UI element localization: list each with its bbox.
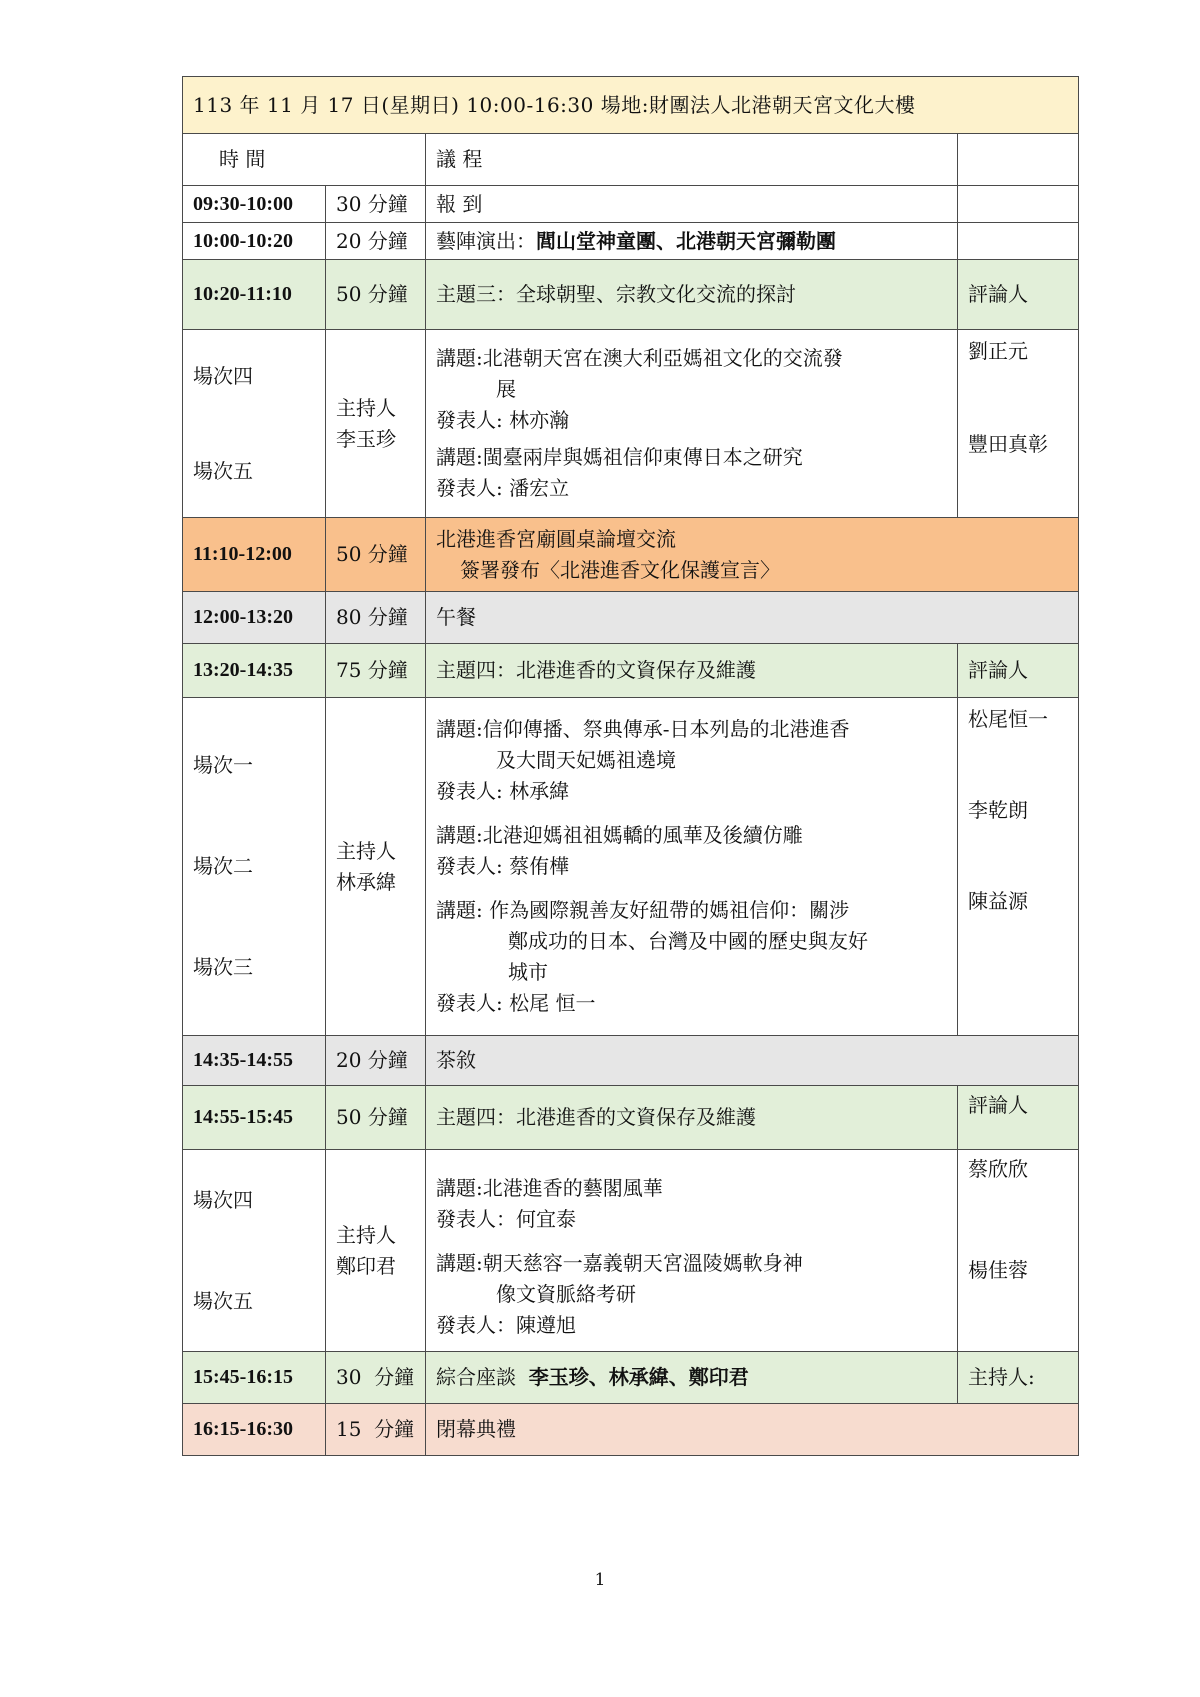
reviewer-header: 評論人	[958, 1086, 1079, 1150]
host-name: 李玉珍	[336, 426, 396, 451]
reviewer-name: 豐田真彰	[968, 432, 1048, 456]
talk-title: 閩臺兩岸與媽祖信仰東傳日本之研究	[482, 445, 803, 469]
talk-title-label: 講題:	[436, 1250, 483, 1275]
duration-cell: 50 分鐘	[326, 518, 426, 592]
talk-presenter: 發表人: 蔡侑樺	[436, 854, 570, 878]
session-detail-row	[183, 698, 1079, 1036]
theme-row	[183, 644, 1079, 698]
theme-row	[183, 260, 1079, 330]
duration-cell: 20 分鐘	[326, 1036, 426, 1086]
agenda-cell	[426, 1352, 958, 1404]
talk-title-label: 講題:	[436, 898, 483, 922]
time-cell: 13:20-14:35	[183, 644, 326, 698]
agenda-cell: 報 到	[426, 186, 958, 223]
agenda-table	[182, 76, 1079, 1456]
talks-cell	[426, 1150, 958, 1352]
session-label: 場次三	[193, 955, 253, 979]
talk-item	[436, 1170, 947, 1238]
forum-cell	[426, 518, 1079, 592]
lunch-row	[183, 592, 1079, 644]
talk-title-continued: 像文資脈絡考研	[496, 1281, 636, 1306]
reviewers-cell	[958, 698, 1079, 1036]
talk-presenter: 發表人: 林亦瀚	[436, 408, 570, 432]
reviewers-cell	[958, 330, 1079, 518]
session-label: 場次四	[193, 363, 253, 388]
talk-presenter: 發表人：何宜泰	[436, 1206, 576, 1231]
reviewer-name: 松尾恒一	[968, 707, 1048, 731]
talk-title-label: 講題:	[436, 1175, 483, 1200]
duration-cell: 30 分鐘	[326, 1352, 426, 1404]
agenda-column-header: 議 程	[426, 134, 958, 186]
forum-row	[183, 518, 1079, 592]
talks-cell	[426, 330, 958, 518]
duration-cell: 20 分鐘	[326, 223, 426, 260]
agenda-cell: 閉幕典禮	[426, 1404, 1079, 1456]
performer-groups: 閭山堂神童團、北港朝天宮彌勒團	[536, 228, 836, 253]
time-cell: 16:15-16:30	[183, 1404, 326, 1456]
reviewer-name: 楊佳蓉	[968, 1258, 1028, 1282]
host-label: 主持人	[336, 1222, 396, 1247]
reviewer-header: 評論人	[958, 260, 1079, 330]
event-info: 113 年 11 月 17 日(星期日) 10:00-16:30 場地:財團法人北港朝天宮文化大樓	[183, 77, 1079, 134]
talk-item	[436, 810, 947, 885]
host-name: 鄭印君	[336, 1253, 396, 1278]
moderator-cell: 主持人:	[958, 1352, 1079, 1404]
session-labels	[183, 1150, 326, 1352]
declaration-signing: 簽署發布〈北港進香文化保護宣言〉	[460, 557, 780, 582]
reviewer-cell	[958, 223, 1079, 260]
duration-cell: 50 分鐘	[326, 260, 426, 330]
talk-title: 北港迎媽祖祖媽轎的風華及後續仿雕	[482, 823, 803, 847]
talk-title-continued: 及大間天妃媽祖遶境	[496, 748, 676, 772]
talk-item	[436, 885, 947, 1022]
talk-title-continued: 鄭成功的日本、台灣及中國的歷史與友好	[508, 929, 868, 953]
reviewer-name: 李乾朗	[968, 798, 1028, 822]
talk-title-continued: 展	[496, 377, 516, 401]
talk-title-label: 講題:	[436, 445, 483, 469]
talk-title: 朝天慈容一嘉義朝天宮溫陵媽軟身神	[482, 1250, 803, 1275]
closing-row	[183, 1404, 1079, 1456]
duration-cell: 15 分鐘	[326, 1404, 426, 1456]
talk-item	[436, 340, 947, 439]
session-label: 場次一	[193, 753, 253, 777]
talk-presenter: 發表人: 松尾 恒一	[436, 991, 596, 1015]
time-cell: 09:30-10:00	[183, 186, 326, 223]
host-cell	[326, 330, 426, 518]
theme-title: 主題四：北港進香的文資保存及維護	[426, 1086, 958, 1150]
duration-cell: 30 分鐘	[326, 186, 426, 223]
agenda-cell: 茶敘	[426, 1036, 1079, 1086]
time-column-header: 時 間	[183, 134, 426, 186]
session-labels	[183, 330, 326, 518]
talk-title: 信仰傳播、祭典傳承-日本列島的北港進香	[482, 717, 850, 741]
agenda-cell: 午餐	[426, 592, 1079, 644]
duration-cell: 75 分鐘	[326, 644, 426, 698]
session-labels	[183, 698, 326, 1036]
theme-title: 主題三：全球朝聖、宗教文化交流的探討	[426, 260, 958, 330]
panelists: 李玉珍、林承緯、鄭印君	[528, 1365, 749, 1389]
page-number: 1	[594, 1570, 606, 1590]
time-cell: 14:55-15:45	[183, 1086, 326, 1150]
agenda-prefix: 藝陣演出：	[436, 228, 536, 253]
table-row	[183, 223, 1079, 260]
reviewers-cell	[958, 1150, 1079, 1352]
talk-presenter: 發表人: 潘宏立	[436, 476, 570, 500]
reviewer-header: 評論人	[958, 644, 1079, 698]
theme-title: 主題四：北港進香的文資保存及維護	[426, 644, 958, 698]
time-cell: 12:00-13:20	[183, 592, 326, 644]
talk-title: 作為國際親善友好紐帶的媽祖信仰：關涉	[482, 898, 850, 922]
host-label: 主持人	[336, 395, 396, 420]
talk-title-label: 講題:	[436, 346, 483, 370]
forum-title: 北港進香宮廟圓桌論壇交流	[436, 526, 676, 551]
time-cell: 10:00-10:20	[183, 223, 326, 260]
session-label: 場次二	[193, 854, 253, 878]
talk-presenter: 發表人: 林承緯	[436, 779, 570, 803]
session-detail-row	[183, 330, 1079, 518]
reviewer-cell	[958, 186, 1079, 223]
table-row	[183, 186, 1079, 223]
host-name: 林承緯	[336, 869, 396, 894]
talk-title: 北港朝天宮在澳大利亞媽祖文化的交流發	[482, 346, 843, 370]
session-label: 場次五	[193, 458, 253, 483]
talk-title: 北港進香的藝閣風華	[482, 1175, 663, 1200]
host-label: 主持人	[336, 838, 396, 863]
tea-break-row	[183, 1036, 1079, 1086]
talk-item	[436, 439, 947, 507]
talks-cell	[426, 698, 958, 1036]
talk-title-label: 講題:	[436, 717, 483, 741]
talk-title-continued: 城市	[508, 960, 548, 984]
reviewer-name: 蔡欣欣	[968, 1157, 1028, 1181]
time-cell: 11:10-12:00	[183, 518, 326, 592]
time-cell: 15:45-16:15	[183, 1352, 326, 1404]
column-header-row	[183, 134, 1079, 186]
host-cell	[326, 698, 426, 1036]
duration-cell: 80 分鐘	[326, 592, 426, 644]
session-label: 場次四	[193, 1187, 253, 1212]
session-label: 場次五	[193, 1288, 253, 1313]
reviewer-name: 劉正元	[968, 339, 1028, 363]
event-banner-row	[183, 77, 1079, 134]
agenda-cell	[426, 223, 958, 260]
talk-presenter: 發表人：陳遵旭	[436, 1312, 576, 1337]
reviewer-column-header	[958, 134, 1079, 186]
talk-item	[436, 1238, 947, 1344]
panel-discussion-row	[183, 1352, 1079, 1404]
agenda-prefix: 綜合座談	[436, 1365, 529, 1389]
time-cell: 14:35-14:55	[183, 1036, 326, 1086]
reviewer-name: 陳益源	[968, 889, 1028, 913]
talk-item	[436, 711, 947, 810]
duration-cell: 50 分鐘	[326, 1086, 426, 1150]
time-cell: 10:20-11:10	[183, 260, 326, 330]
host-cell	[326, 1150, 426, 1352]
theme-row	[183, 1086, 1079, 1150]
session-detail-row	[183, 1150, 1079, 1352]
talk-title-label: 講題:	[436, 823, 483, 847]
